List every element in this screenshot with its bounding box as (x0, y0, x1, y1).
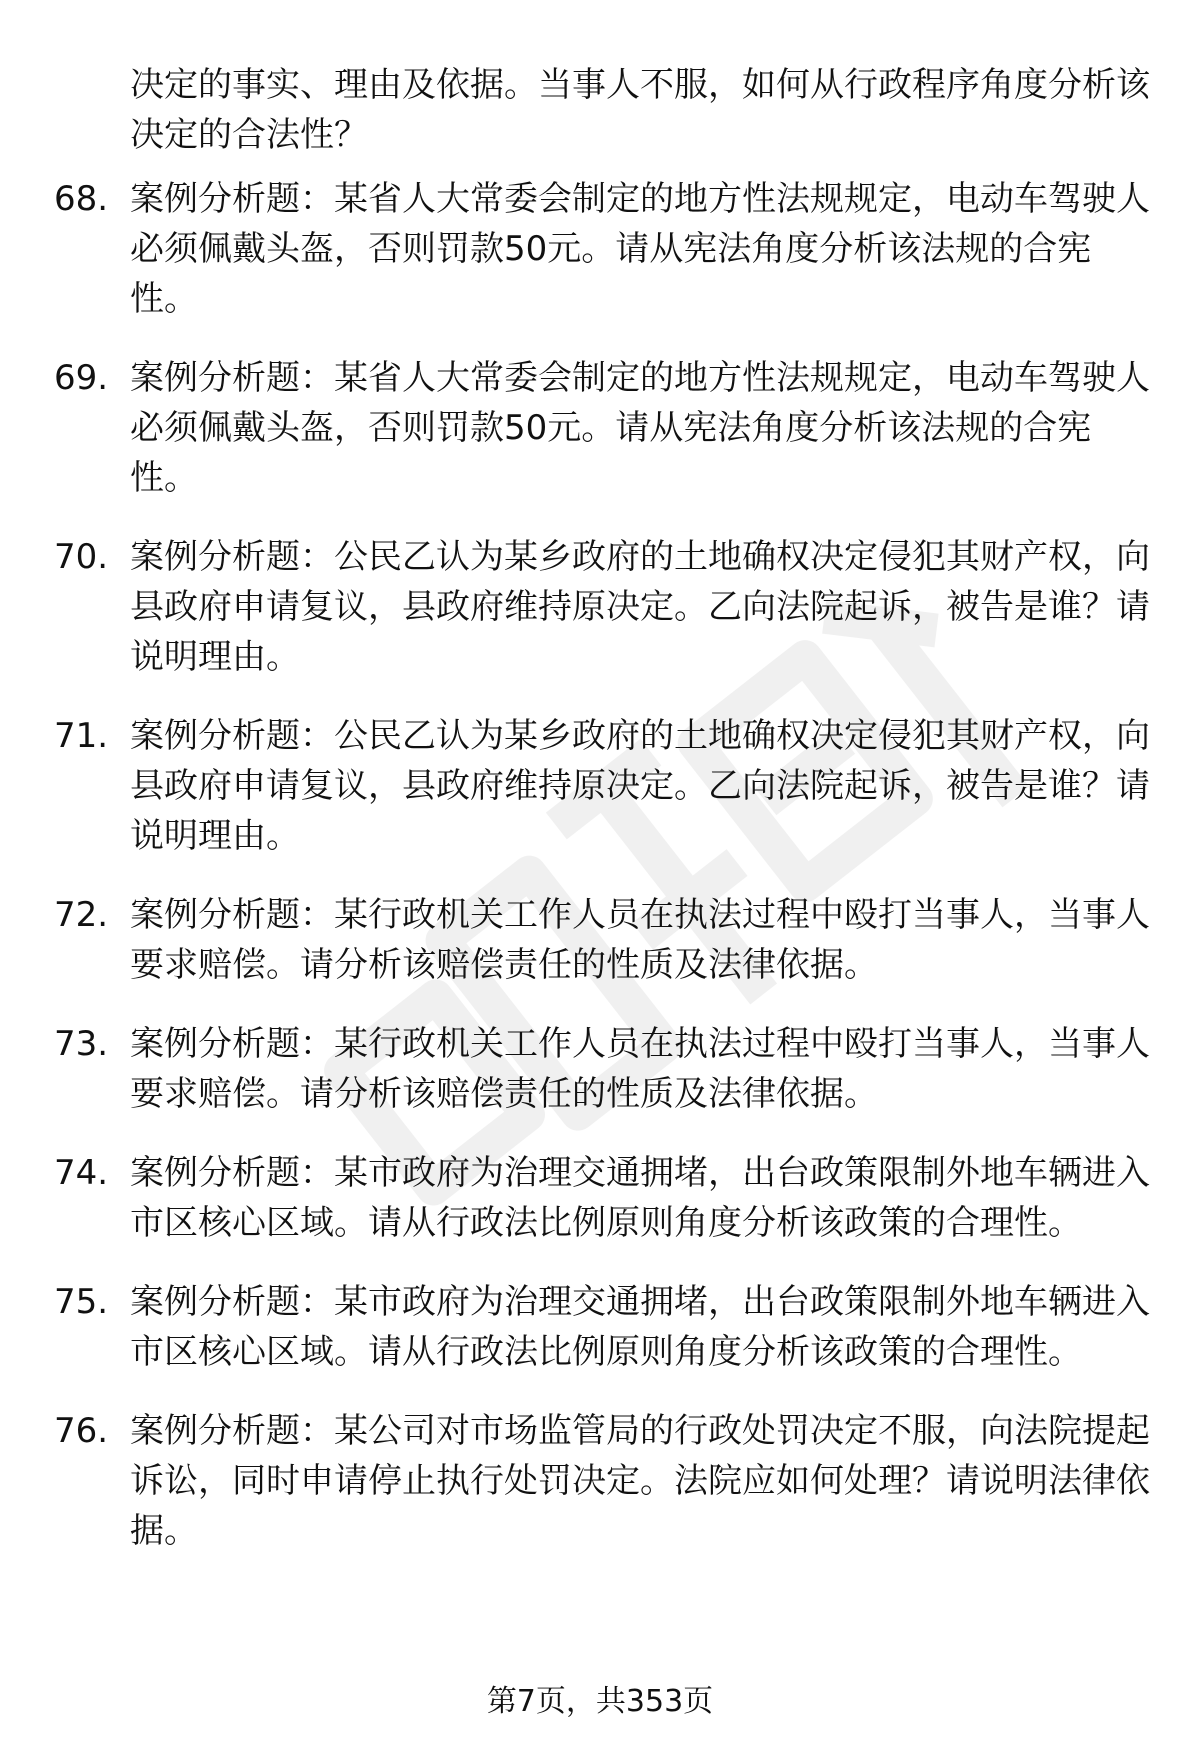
question-item (0, 1148, 1150, 1248)
question-number: 68. (54, 179, 109, 219)
question-item (0, 353, 1150, 503)
question-text: 案例分析题：某市政府为治理交通拥堵，出台政策限制外地车辆进入市区核心区域。请从行政法比例原则角度分析该政策的合理性。 (130, 1282, 1150, 1372)
question-text: 案例分析题：某公司对市场监管局的行政处罚决定不服，向法院提起诉讼，同时申请停止执行处罚决定。法院应如何处理？请说明法律依据。 (130, 1411, 1150, 1551)
question-item (0, 711, 1150, 861)
question-number: 73. (54, 1024, 109, 1064)
question-text: 案例分析题：某行政机关工作人员在执法过程中殴打当事人，当事人要求赔偿。请分析该赔偿责任的性质及法律依据。 (130, 1024, 1150, 1114)
question-item (0, 532, 1150, 682)
question-number: 72. (54, 895, 109, 935)
question-number: 71. (54, 716, 109, 756)
page-footer (0, 1680, 1200, 1724)
question-item (0, 174, 1150, 324)
question-text: 案例分析题：某省人大常委会制定的地方性法规规定，电动车驾驶人必须佩戴头盔，否则罚款50元。请从宪法角度分析该法规的合宪性。 (130, 358, 1150, 498)
question-text: 案例分析题：某省人大常委会制定的地方性法规规定，电动车驾驶人必须佩戴头盔，否则罚款50元。请从宪法角度分析该法规的合宪性。 (130, 179, 1150, 319)
question-item (0, 1019, 1150, 1119)
continuation-text: 决定的事实、理由及依据。当事人不服，如何从行政程序角度分析该决定的合法性？ (130, 65, 1150, 155)
question-text: 案例分析题：某行政机关工作人员在执法过程中殴打当事人，当事人要求赔偿。请分析该赔偿责任的性质及法律依据。 (130, 895, 1150, 985)
question-number: 74. (54, 1153, 109, 1193)
question-item (0, 890, 1150, 990)
question-text: 案例分析题：公民乙认为某乡政府的土地确权决定侵犯其财产权，向县政府申请复议，县政府维持原决定。乙向法院起诉，被告是谁？请说明理由。 (130, 716, 1150, 856)
question-list (0, 174, 1200, 1585)
question-item (0, 1406, 1150, 1556)
page-number-label: 第7页，共353页 (486, 1684, 714, 1719)
question-number: 75. (54, 1282, 109, 1322)
question-number: 76. (54, 1411, 109, 1451)
question-number: 69. (54, 358, 109, 398)
question-text: 案例分析题：公民乙认为某乡政府的土地确权决定侵犯其财产权，向县政府申请复议，县政府维持原决定。乙向法院起诉，被告是谁？请说明理由。 (130, 537, 1150, 677)
question-text: 案例分析题：某市政府为治理交通拥堵，出台政策限制外地车辆进入市区核心区域。请从行政法比例原则角度分析该政策的合理性。 (130, 1153, 1150, 1243)
question-item (0, 1277, 1150, 1377)
question-number: 70. (54, 537, 109, 577)
